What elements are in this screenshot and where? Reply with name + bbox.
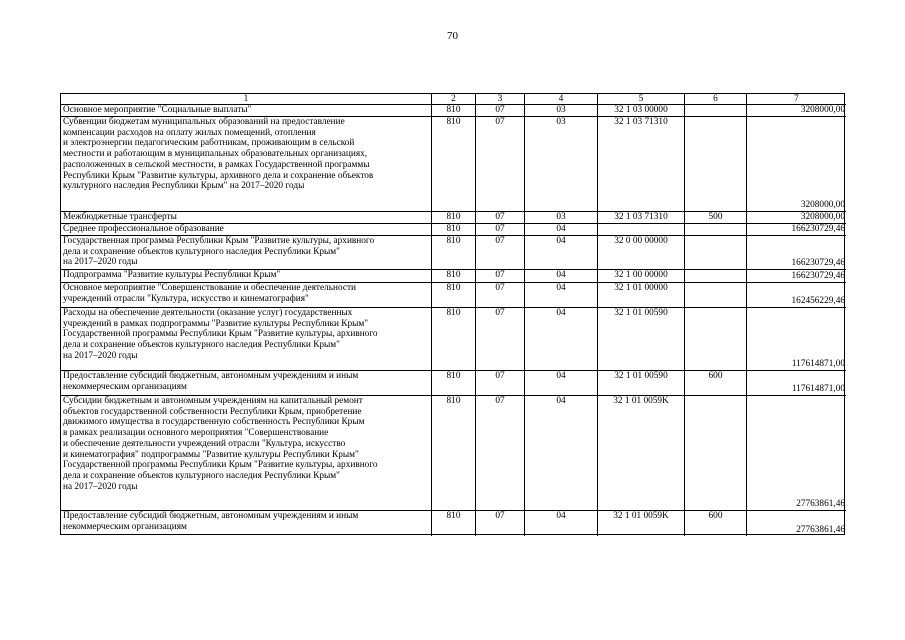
- table-row-5-expense-type: [685, 236, 747, 270]
- table-row-5-subsection: 04: [525, 236, 598, 270]
- table-row-7-expense-type: [685, 283, 747, 308]
- table-row-10-expense-type: [685, 396, 747, 511]
- header-cell-6: 6: [685, 94, 747, 105]
- table-row-5-code-admin: 810: [432, 236, 476, 270]
- table-row-1-expense-type: [685, 105, 747, 117]
- table-row-5-target-article: 32 0 00 00000: [598, 236, 685, 270]
- amount-value: 27763861,46: [796, 499, 845, 510]
- table-row-2-code-admin: 810: [432, 117, 476, 212]
- table-row-11-amount: [747, 511, 846, 536]
- table-row-7-section: 07: [476, 283, 525, 308]
- table-row-2-name: Субвенции бюджетам муниципальных образований на предоставление компенсации расходов на оплату жилых помещений, отопления и электроэнергии педагогическим работникам, проживающим в сельской местности и работающим в муниципальных образовательных организациях, расположенных в сельской местности, в рамках Государственной программы Республики Крым "Развитие культуры, архивного дела и сохранение объектов культурного наследия Республики Крым" на 2017–2020 годы: [61, 117, 432, 212]
- table-row-11-subsection: 04: [525, 511, 598, 536]
- table-row-5-amount: [747, 236, 846, 270]
- table-row-4-amount: [747, 224, 846, 236]
- table-row-2-expense-type: [685, 117, 747, 212]
- table-row-4-section: 07: [476, 224, 525, 236]
- table-row-7-subsection: 04: [525, 283, 598, 308]
- amount-value: 166230729,46: [791, 271, 845, 282]
- table-row-8-subsection: 04: [525, 308, 598, 371]
- table-row-8-amount: [747, 308, 846, 371]
- table-row-10-subsection: 04: [525, 396, 598, 511]
- table-row-9-target-article: 32 1 01 00590: [598, 371, 685, 396]
- table-row-4-target-article: [598, 224, 685, 236]
- table-row-9-name: Предоставление субсидий бюджетным, автономным учреждениям и иным некоммерческим организациям: [61, 371, 432, 396]
- table-row-5-section: 07: [476, 236, 525, 270]
- amount-value: 3208000,00: [800, 105, 845, 116]
- table-row-7-target-article: 32 1 01 00000: [598, 283, 685, 308]
- table-row-6-section: 07: [476, 270, 525, 283]
- table-row-1-target-article: 32 1 03 00000: [598, 105, 685, 117]
- table-row-1-name: Основное мероприятие "Социальные выплаты": [61, 105, 432, 117]
- table-row-9-section: 07: [476, 371, 525, 396]
- amount-value: 3208000,00: [800, 212, 845, 223]
- table-row-6-name: Подпрограмма "Развитие культуры Республики Крым": [61, 270, 432, 283]
- table-row-1-code-admin: 810: [432, 105, 476, 117]
- amount-value: 162456229,46: [791, 296, 845, 307]
- table-row-1-section: 07: [476, 105, 525, 117]
- table-row-8-expense-type: [685, 308, 747, 371]
- amount-value: 166230729,46: [791, 224, 845, 235]
- table-row-9-expense-type: 600: [685, 371, 747, 396]
- table-row-8-target-article: 32 1 01 00590: [598, 308, 685, 371]
- table-row-6-expense-type: [685, 270, 747, 283]
- table-row-7-amount: [747, 283, 846, 308]
- amount-value: 166230729,46: [791, 258, 845, 269]
- table-row-11-name: Предоставление субсидий бюджетным, автономным учреждениям и иным некоммерческим организациям: [61, 511, 432, 536]
- table-row-9-subsection: 04: [525, 371, 598, 396]
- header-cell-3: 3: [476, 94, 525, 105]
- table-row-7-code-admin: 810: [432, 283, 476, 308]
- table-row-8-section: 07: [476, 308, 525, 371]
- table-row-3-code-admin: 810: [432, 212, 476, 224]
- budget-table: [60, 93, 845, 535]
- table-row-1-subsection: 03: [525, 105, 598, 117]
- table-row-4-subsection: 04: [525, 224, 598, 236]
- table-row-6-code-admin: 810: [432, 270, 476, 283]
- header-cell-5: 5: [598, 94, 685, 105]
- table-row-7-name: Основное мероприятие "Совершенствование и обеспечение деятельности учреждений отрасли "Культура, искусство и кинематография": [61, 283, 432, 308]
- table-row-1-amount: [747, 105, 846, 117]
- table-row-10-target-article: 32 1 01 0059K: [598, 396, 685, 511]
- header-cell-7: 7: [747, 94, 846, 105]
- table-row-11-code-admin: 810: [432, 511, 476, 536]
- page-number: 70: [447, 30, 458, 42]
- table-row-3-expense-type: 500: [685, 212, 747, 224]
- table-row-8-name: Расходы на обеспечение деятельности (оказание услуг) государственных учреждений в рамках подпрограммы "Развитие культуры Республики Крым" Государственной программы Республики Крым "Развитие культуры, архивного дела и сохранение объектов культурного наследия Республики Крым" на 2017–2020 годы: [61, 308, 432, 371]
- table-row-11-target-article: 32 1 01 0059K: [598, 511, 685, 536]
- table-row-10-amount: [747, 396, 846, 511]
- amount-value: 117614871,00: [791, 384, 845, 395]
- table-row-9-amount: [747, 371, 846, 396]
- table-row-3-amount: [747, 212, 846, 224]
- header-cell-1: 1: [61, 94, 432, 105]
- table-row-10-name: Субсидии бюджетным и автономным учреждениям на капитальный ремонт объектов государственной собственности Республики Крым, приобретение движимого имущества в государственную собственность Республики Крым в рамках реализации основного мероприятия "Совершенствование и обеспечение деятельности учреждений отрасли "Культура, искусство и кинематография" подпрограммы "Развитие культуры Республики Крым" Государственной программы Республики Крым "Развитие культуры, архивного дела и сохранение объектов культурного наследия Республики Крым" на 2017–2020 годы: [61, 396, 432, 511]
- table-row-6-amount: [747, 270, 846, 283]
- table-row-6-subsection: 04: [525, 270, 598, 283]
- table-row-4-expense-type: [685, 224, 747, 236]
- table-row-4-name: Среднее профессиональное образование: [61, 224, 432, 236]
- table-row-2-section: 07: [476, 117, 525, 212]
- table-row-10-section: 07: [476, 396, 525, 511]
- table-row-2-target-article: 32 1 03 71310: [598, 117, 685, 212]
- table-row-10-code-admin: 810: [432, 396, 476, 511]
- table-row-8-code-admin: 810: [432, 308, 476, 371]
- table-row-2-amount: [747, 117, 846, 212]
- table-row-11-section: 07: [476, 511, 525, 536]
- header-cell-4: 4: [525, 94, 598, 105]
- table-row-3-target-article: 32 1 03 71310: [598, 212, 685, 224]
- table-row-9-code-admin: 810: [432, 371, 476, 396]
- table-row-3-name: Межбюджетные трансферты: [61, 212, 432, 224]
- table-row-3-subsection: 03: [525, 212, 598, 224]
- table-row-5-name: Государственная программа Республики Крым "Развитие культуры, архивного дела и сохранение объектов культурного наследия Республики Крым" на 2017–2020 годы: [61, 236, 432, 270]
- header-cell-2: 2: [432, 94, 476, 105]
- table-row-6-target-article: 32 1 00 00000: [598, 270, 685, 283]
- table-row-4-code-admin: 810: [432, 224, 476, 236]
- amount-value: 27763861,46: [796, 525, 845, 536]
- table-row-11-expense-type: 600: [685, 511, 747, 536]
- table-row-3-section: 07: [476, 212, 525, 224]
- amount-value: 117614871,00: [791, 359, 845, 370]
- table-row-2-subsection: 03: [525, 117, 598, 212]
- amount-value: 3208000,00: [800, 200, 845, 211]
